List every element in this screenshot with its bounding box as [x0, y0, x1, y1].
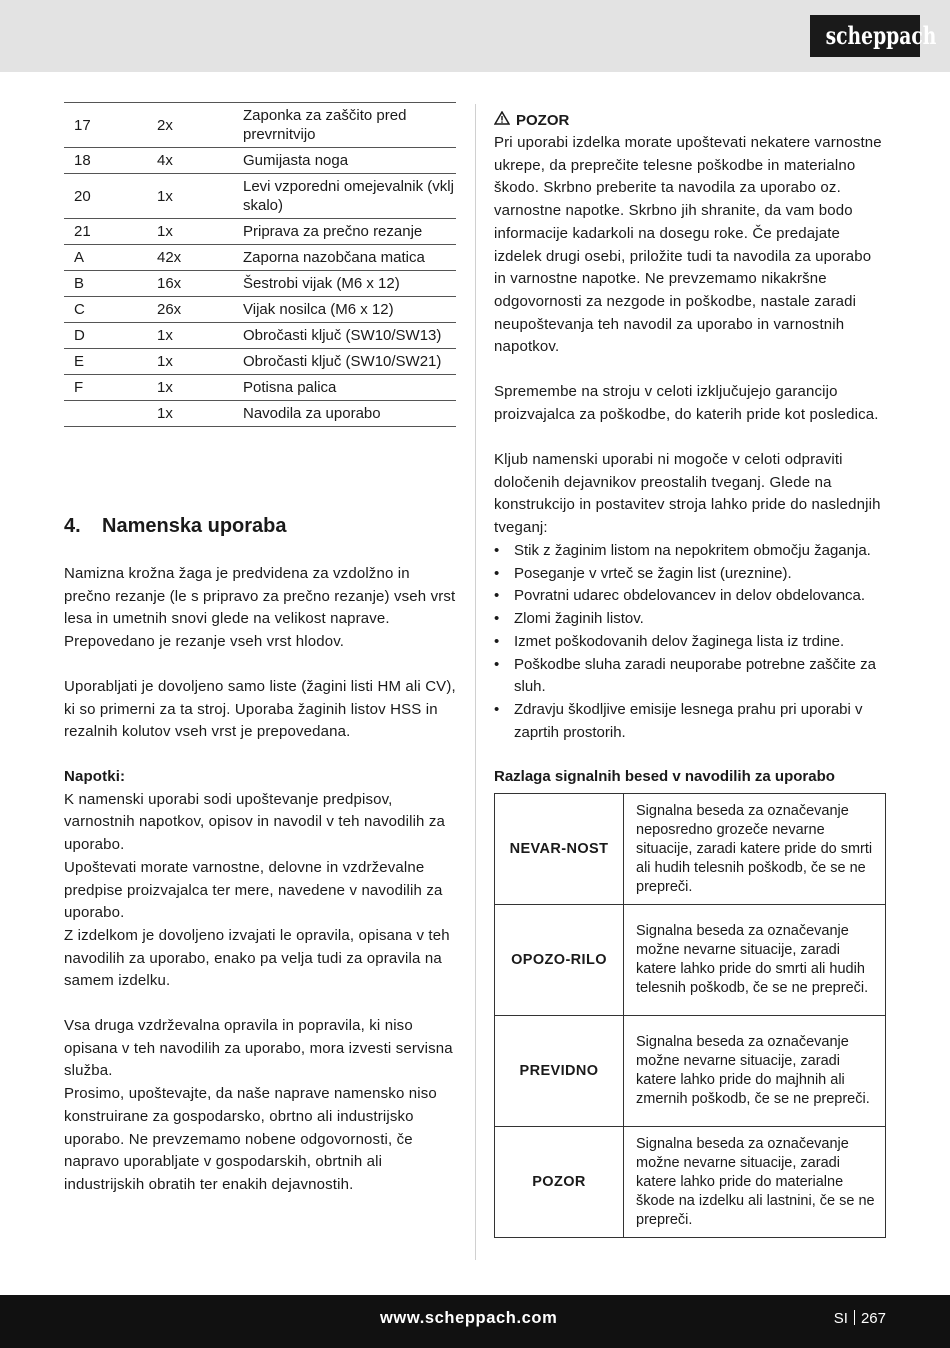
part-quantity: 1x	[147, 323, 233, 349]
paragraph: Pri uporabi izdelka morate upoštevati nekatere varnostne ukrepe, da preprečite telesne poškodbe in materialno škodo. Skrbno preberite ta navodila za uporabo oz. varnostne napotke. Skrbno jih shranite, da vam bodo informacije kadarkoli na dosegu roke. Če predajate izdelek drugi osebi, priložite tudi ta navodila za uporabo in varnostne napotke. Ne prevzemamo nikakršne odgovornosti za nezgode in poškodbe, nastale zaradi neupoštevanja teh navodil za uporabo in varnostnih napotkov.	[494, 134, 882, 356]
parts-row	[64, 148, 456, 174]
note-item: Upoštevati morate varnostne, delovne in vzdrževalne predpise proizvajalca ter mere, navedene v navodilih za uporabo.	[64, 858, 443, 922]
parts-row	[64, 349, 456, 375]
part-number: 17	[64, 103, 147, 148]
risk-item: • Zdravju škodljive emisije lesnega prahu pri uporabi v zaprtih prostorih.	[494, 699, 886, 744]
blade-paragraph	[64, 676, 456, 744]
signal-row	[495, 1127, 886, 1238]
parts-row	[64, 219, 456, 245]
part-description: Vijak nosilca (M6 x 12)	[233, 297, 456, 323]
part-description: Navodila za uporabo	[233, 401, 456, 427]
part-quantity: 1x	[147, 174, 233, 219]
parts-row	[64, 297, 456, 323]
part-number	[64, 401, 147, 427]
part-description: Šestrobi vijak (M6 x 12)	[233, 271, 456, 297]
modification-paragraph	[494, 381, 886, 426]
part-quantity: 2x	[147, 103, 233, 148]
notes-block	[64, 766, 456, 993]
risk-item: • Zlomi žaginih listov.	[494, 608, 886, 631]
part-number: 20	[64, 174, 147, 219]
signal-description: Signalna beseda za označevanje možne nevarne situacije, zaradi katere lahko pride do materialne škode na izdelku ali lastnini, če se ne prepreči.	[624, 1127, 886, 1238]
header-bar	[0, 0, 950, 72]
language-code: SI	[833, 1310, 848, 1327]
paragraph: Vsa druga vzdrževalna opravila in popravila, ki niso opisana v teh navodilih za uporabo, mora izvesti servisna služba.	[64, 1017, 453, 1080]
parts-row	[64, 103, 456, 148]
footer-url[interactable]: www.scheppach.com	[380, 1309, 558, 1327]
signal-words-title: Razlaga signalnih besed v navodilih za uporabo	[494, 768, 835, 785]
part-description: Obročasti ključ (SW10/SW21)	[233, 349, 456, 375]
risk-item: • Poškodbe sluha zaradi neuporabe potrebne zaščite za sluh.	[494, 654, 886, 699]
part-number: C	[64, 297, 147, 323]
signal-description: Signalna beseda za označevanje možne nevarne situacije, zaradi katere lahko pride do majhnih ali zmernih poškodb, če se ne prepreči.	[624, 1016, 886, 1127]
part-quantity: 26x	[147, 297, 233, 323]
parts-row	[64, 271, 456, 297]
signal-row	[495, 794, 886, 905]
warning-heading	[494, 111, 569, 129]
part-description: Gumijasta noga	[233, 148, 456, 174]
parts-row	[64, 174, 456, 219]
paragraph: Uporabljati je dovoljeno samo liste (žagini listi HM ali CV), ki so primerni za ta stroj. Uporaba žaginih listov HSS in rezalnih kolutov vseh vrst je prepovedana.	[64, 678, 456, 741]
service-block	[64, 1015, 456, 1197]
footer-bar	[0, 1295, 950, 1348]
section-number: 4.	[64, 515, 81, 537]
parts-row	[64, 375, 456, 401]
risk-item: • Stik z žaginim listom na nepokritem območju žaganja.	[494, 540, 886, 563]
part-description: Obročasti ključ (SW10/SW13)	[233, 323, 456, 349]
paragraph: Prosimo, upoštevajte, da naše naprave namensko niso konstruirane za gospodarsko, obrtno ali industrijsko uporabo. Ne prevzemamo nobene odgovornosti, če napravo uporabljate v gospodarskih, obrtnih ali industrijskih obratih ter enakih dejavnostih.	[64, 1085, 437, 1193]
part-number: E	[64, 349, 147, 375]
part-quantity: 16x	[147, 271, 233, 297]
page-number-value: 267	[860, 1310, 886, 1327]
part-number: F	[64, 375, 147, 401]
signal-description: Signalna beseda za označevanje možne nevarne situacije, zaradi katere lahko pride do smrti ali hudih telesnih poškodb, če se ne prepreči.	[624, 905, 886, 1016]
brand-logo: scheppach	[810, 15, 920, 57]
risk-item: • Izmet poškodovanih delov žaginega lista iz trdine.	[494, 631, 886, 654]
note-item: K namenski uporabi sodi upoštevanje predpisov, varnostnih napotkov, opisov in navodil v teh navodilih za uporabo.	[64, 790, 446, 854]
risk-list	[494, 540, 886, 744]
part-quantity: 1x	[147, 375, 233, 401]
part-description: Potisna palica	[233, 375, 456, 401]
parts-row	[64, 245, 456, 271]
notes-title: Napotki:	[64, 768, 126, 785]
section-heading	[64, 515, 287, 538]
signal-description: Signalna beseda za označevanje neposredno grozeče nevarne situacije, zaradi katere pride do smrti ali hudih telesnih poškodb, če se ne prepreči.	[624, 794, 886, 905]
page-number	[834, 1310, 886, 1327]
separator	[854, 1310, 855, 1325]
signal-row	[495, 1016, 886, 1127]
part-quantity: 42x	[147, 245, 233, 271]
signal-words-table	[494, 793, 886, 1238]
column-divider	[475, 104, 476, 1260]
part-number: 21	[64, 219, 147, 245]
warning-triangle-icon	[494, 111, 510, 129]
signal-word: NEVAR-NOST	[495, 794, 624, 905]
risk-item: • Povratni udarec obdelovancev in delov obdelovanca.	[494, 585, 886, 608]
part-number: B	[64, 271, 147, 297]
part-description: Priprava za prečno rezanje	[233, 219, 456, 245]
risk-item: • Poseganje v vrteč se žagin list (ureznine).	[494, 563, 886, 586]
note-item: Z izdelkom je dovoljeno izvajati le opravila, opisana v teh navodilih za uporabo, enako pa velja tudi za opravila na samem izdelku.	[64, 926, 450, 990]
paragraph: Spremembe na stroju v celoti izključujejo garancijo proizvajalca za poškodbe, do katerih pride kot posledica.	[494, 383, 879, 423]
parts-table	[64, 102, 456, 427]
warning-title: POZOR	[516, 112, 570, 129]
part-number: D	[64, 323, 147, 349]
signal-row	[495, 905, 886, 1016]
signal-word: PREVIDNO	[495, 1016, 624, 1127]
part-description: Zaporna nazobčana matica	[233, 245, 456, 271]
paragraph: Namizna krožna žaga je predvidena za vzdolžno in prečno rezanje (le s pripravo za prečno rezanje) vseh vrst lesa in umetnih snovi glede na velikost naprave. Prepovedano je rezanje vseh vrst hlodov.	[64, 565, 456, 651]
intended-use-paragraph	[64, 563, 456, 654]
parts-row	[64, 323, 456, 349]
part-number: 18	[64, 148, 147, 174]
part-quantity: 1x	[147, 401, 233, 427]
part-number: A	[64, 245, 147, 271]
part-description: Levi vzporedni omejevalnik (vklj skalo)	[233, 174, 456, 219]
paragraph: Kljub namenski uporabi ni mogoče v celoti odpraviti določenih dejavnikov preostalih tveganj. Glede na konstrukcijo in postavitev stroja lahko pride do naslednjih tveganj:	[494, 451, 881, 537]
signal-word: POZOR	[495, 1127, 624, 1238]
signal-word: OPOZO-RILO	[495, 905, 624, 1016]
residual-risk-paragraph	[494, 449, 886, 540]
warning-text	[494, 132, 886, 359]
parts-row	[64, 401, 456, 427]
section-title: Namenska uporaba	[102, 515, 287, 537]
part-description: Zaponka za zaščito pred prevrnitvijo	[233, 103, 456, 148]
part-quantity: 1x	[147, 349, 233, 375]
part-quantity: 4x	[147, 148, 233, 174]
part-quantity: 1x	[147, 219, 233, 245]
